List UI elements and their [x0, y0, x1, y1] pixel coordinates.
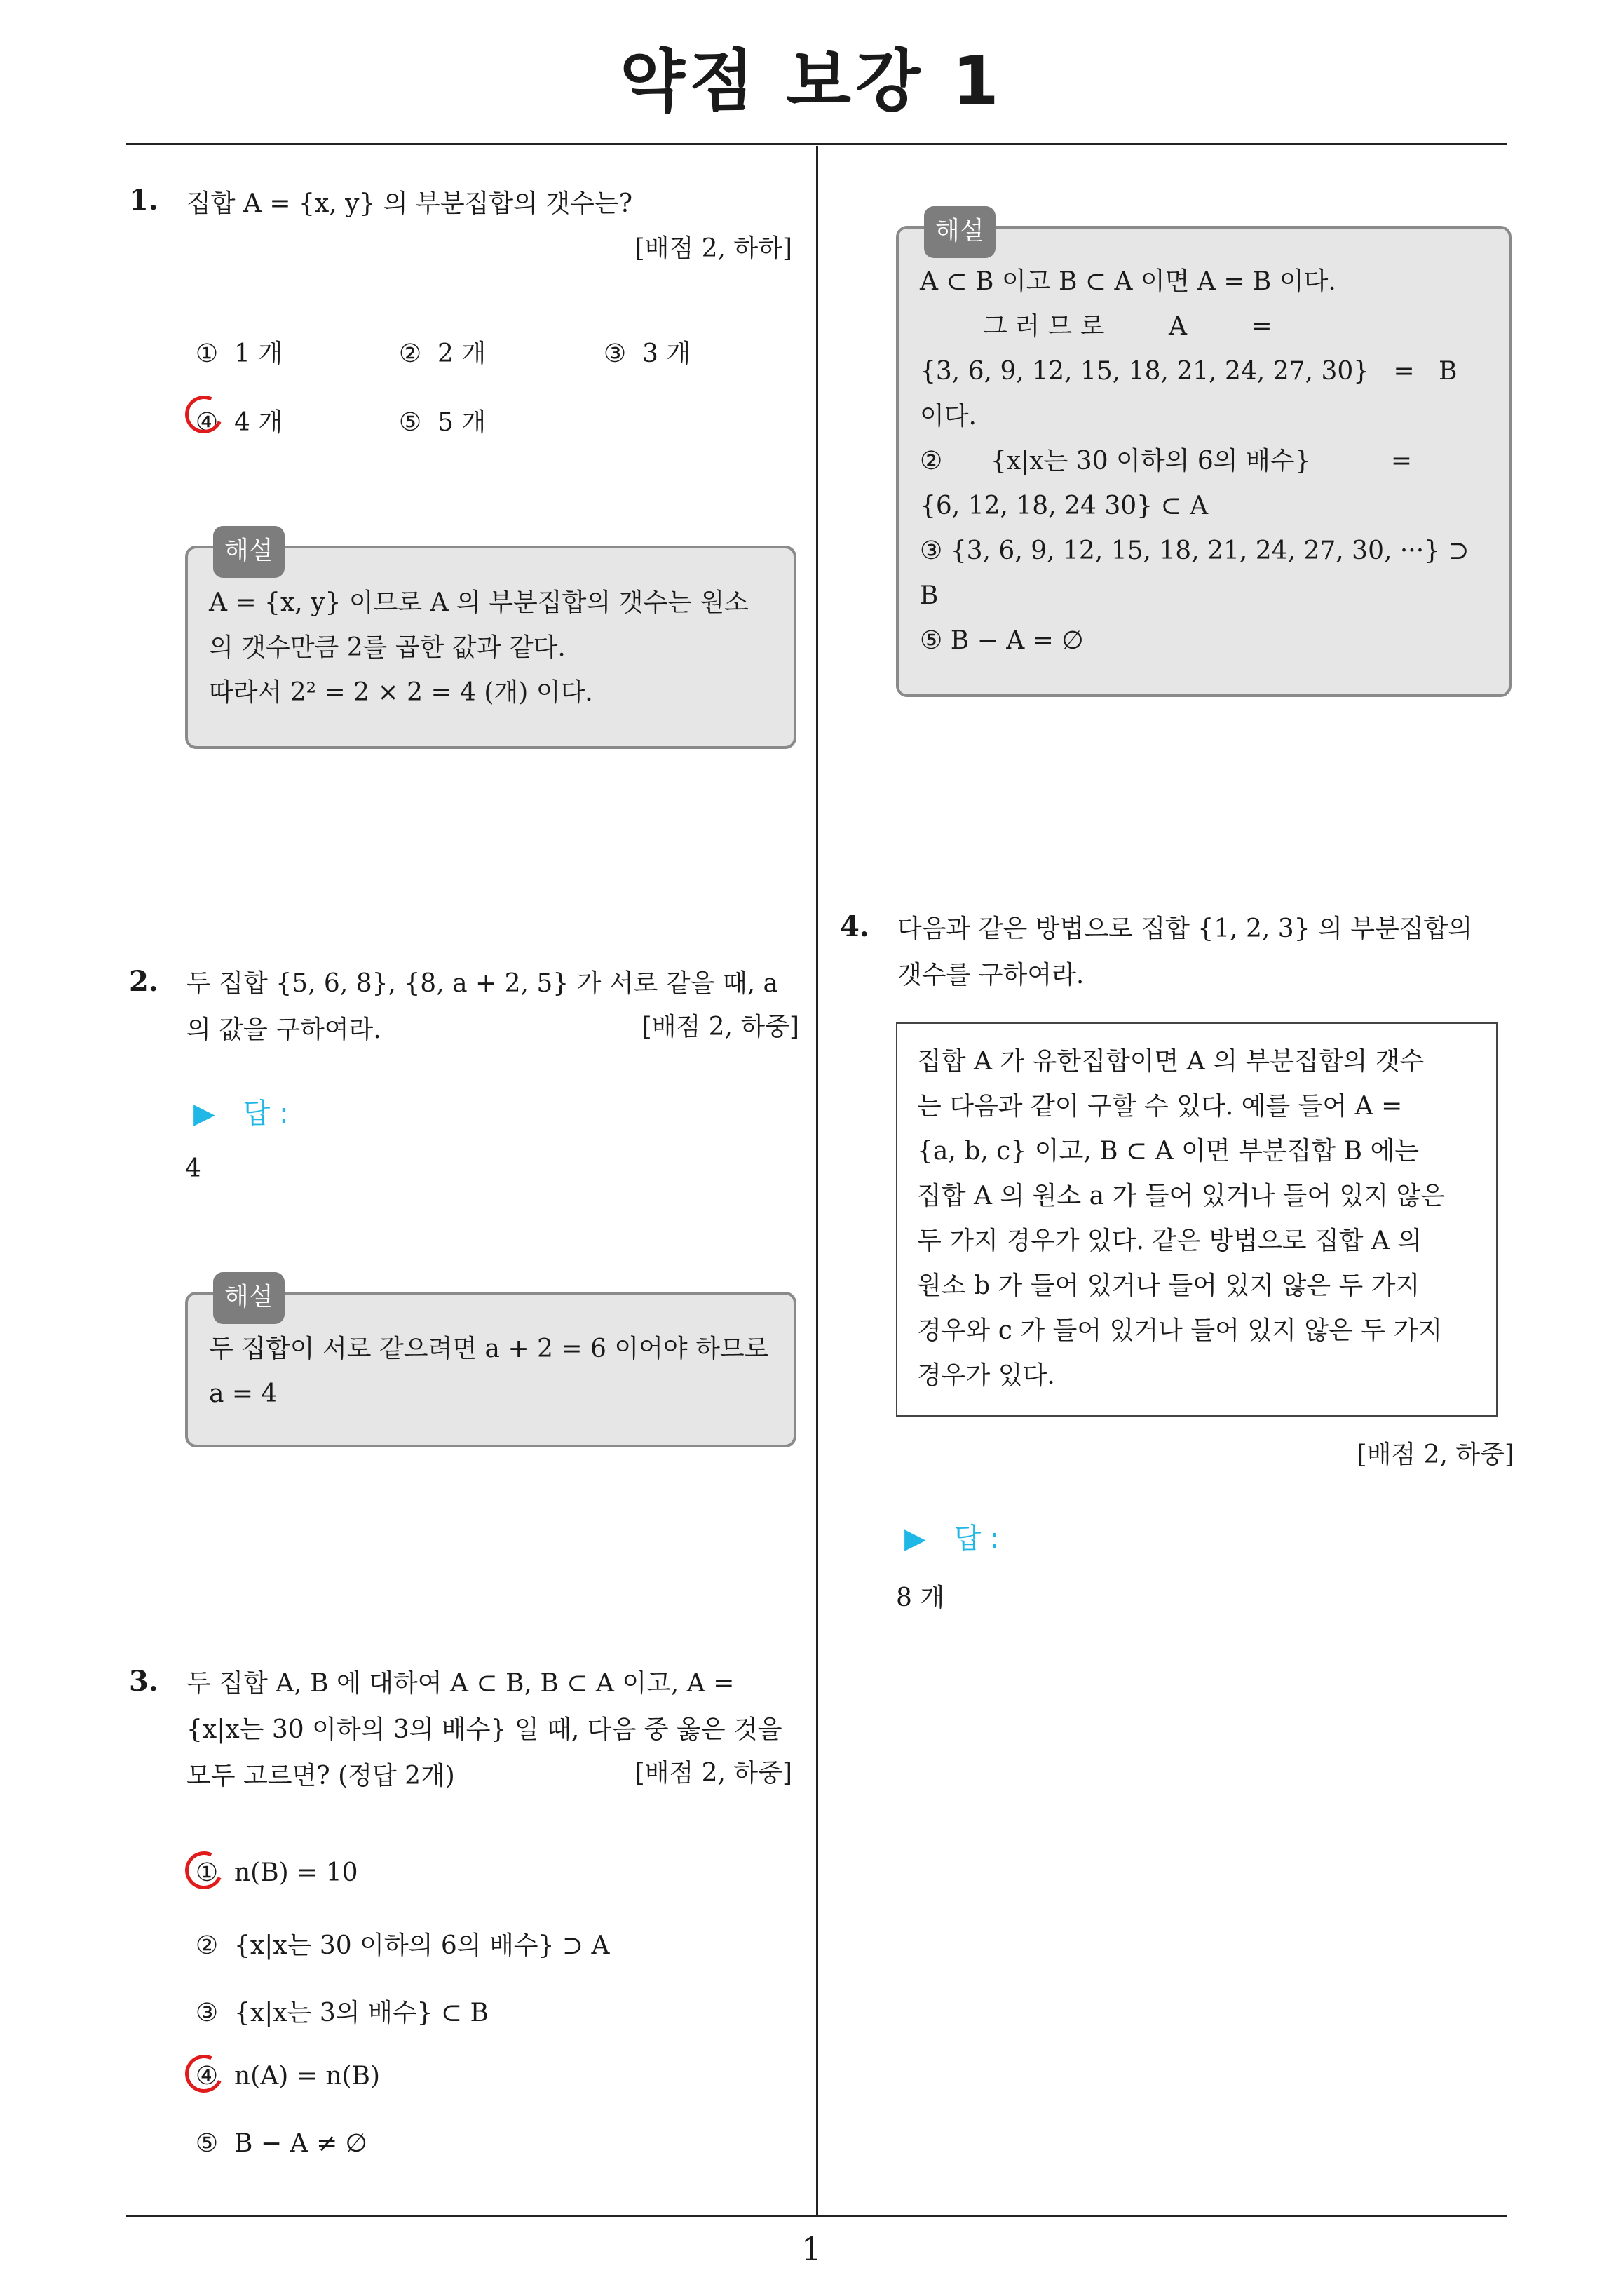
- q4-answer-header: [904, 1516, 1000, 1556]
- q1-explanation-line: 따라서 2² = 2 × 2 = 4 (개) 이다.: [209, 678, 593, 707]
- q3-choice-2[interactable]: [193, 1926, 610, 1961]
- q1-choice-4-text: 4 개: [234, 408, 283, 437]
- q1-choice-2-symbol: ②: [398, 339, 422, 368]
- q1-choice-2[interactable]: [397, 334, 486, 370]
- q4-box-line: 경우와 c 가 들어 있거나 들어 있지 않은 두 가지: [917, 1316, 1443, 1345]
- question-4-text: [897, 906, 1514, 999]
- q3-explanation-line: 그 러 므 로 A =: [983, 312, 1272, 341]
- q1-explanation-line: 의 갯수만큼 2를 곱한 값과 같다.: [209, 633, 566, 662]
- question-3-line: {x|x는 30 이하의 3의 배수} 일 때, 다음 중 옳은 것을: [186, 1715, 782, 1744]
- q2-explanation-box: [185, 1283, 796, 1447]
- question-3-points: [배점 2, 하중]: [634, 1759, 792, 1788]
- q3-choice-2-symbol: ②: [195, 1931, 219, 1960]
- question-2-line: 의 값을 구하여라.: [186, 1015, 381, 1044]
- question-2-line: 두 집합 {5, 6, 8}, {8, a + 2, 5} 가 서로 같을 때, a: [186, 969, 778, 998]
- question-4-points: [배점 2, 하중]: [1357, 1440, 1514, 1469]
- q4-box-line: 두 가지 경우가 있다. 같은 방법으로 집합 A 의: [917, 1227, 1422, 1255]
- q1-choice-3-symbol: ③: [603, 339, 627, 368]
- q3-choice-2-text: {x|x는 30 이하의 6의 배수} ⊃ A: [234, 1931, 610, 1960]
- q3-explanation-line: {6, 12, 18, 24 30} ⊂ A: [920, 492, 1209, 520]
- q3-explanation-line: ② {x|x는 30 이하의 6의 배수} =: [920, 447, 1412, 475]
- q3-explanation-box: [896, 217, 1512, 697]
- q4-method-box: [896, 1022, 1498, 1417]
- q4-box-line: {a, b, c} 이고, B ⊂ A 이면 부분집합 B 에는: [917, 1137, 1420, 1166]
- bottom-rule: [126, 2215, 1507, 2217]
- q3-choice-1-symbol: ①: [195, 1858, 219, 1887]
- q4-box-line: 원소 b 가 들어 있거나 들어 있지 않은 두 가지: [917, 1271, 1420, 1300]
- question-1-number: 1.: [129, 184, 158, 217]
- q3-choice-3-symbol: ③: [195, 1999, 219, 2027]
- q1-explanation-label: 해설: [213, 526, 285, 578]
- question-4-line: 다음과 같은 방법으로 집합 {1, 2, 3} 의 부분집합의: [897, 914, 1473, 943]
- q3-choice-1-marked-circle: [179, 1846, 228, 1894]
- question-3-line: 두 집합 A, B 에 대하여 A ⊂ B, B ⊂ A 이고, A =: [186, 1669, 735, 1698]
- q4-box-line: 집합 A 가 유한집합이면 A 의 부분집합의 갯수: [917, 1047, 1425, 1076]
- q2-explanation-label: 해설: [213, 1272, 285, 1324]
- q3-choice-3-text: {x|x는 3의 배수} ⊂ B: [234, 1999, 489, 2027]
- question-1-text: 집합 A = {x, y} 의 부분집합의 갯수는?: [186, 189, 632, 218]
- q3-choice-3[interactable]: [193, 1993, 489, 2029]
- play-triangle-icon: ▶: [193, 1098, 215, 1130]
- q3-explanation-line: B: [920, 581, 939, 610]
- q2-explanation-line: 두 집합이 서로 같으려면 a + 2 = 6 이어야 하므로: [209, 1335, 769, 1363]
- q1-choice-4-symbol: ④: [195, 408, 219, 437]
- q2-answer-value: 4: [185, 1154, 201, 1183]
- question-3-line: 모두 고르면? (정답 2개): [186, 1762, 455, 1790]
- top-rule: [126, 143, 1507, 145]
- q3-explanation-line: ③ {3, 6, 9, 12, 15, 18, 21, 24, 27, 30, ···} ⊃: [920, 536, 1469, 565]
- q1-explanation-line: A = {x, y} 이므로 A 의 부분집합의 갯수는 원소: [209, 588, 749, 617]
- question-2-points: [배점 2, 하중]: [641, 1013, 799, 1041]
- q3-explanation-line: ⑤ B − A = ∅: [920, 626, 1084, 655]
- q2-explanation-line: a = 4: [209, 1379, 278, 1408]
- q1-choice-1[interactable]: [193, 334, 283, 370]
- q3-explanation-line: A ⊂ B 이고 B ⊂ A 이면 A = B 이다.: [920, 267, 1336, 296]
- q4-box-line: 는 다음과 같이 구할 수 있다. 예를 들어 A =: [917, 1092, 1403, 1121]
- q1-choice-1-text: 1 개: [234, 339, 283, 368]
- q1-choice-3-text: 3 개: [642, 339, 691, 368]
- q4-box-line: 경우가 있다.: [917, 1361, 1055, 1390]
- q3-choice-5-text: B − A ≠ ∅: [234, 2129, 367, 2158]
- q3-choice-5[interactable]: [193, 2129, 367, 2158]
- q3-choice-4-symbol: ④: [195, 2062, 219, 2091]
- column-divider: [816, 146, 818, 2216]
- question-4-line: 갯수를 구하여라.: [897, 961, 1085, 990]
- question-3-number: 3.: [129, 1665, 158, 1698]
- q3-choice-4-marked-circle: [179, 2049, 228, 2098]
- q3-choice-4-text: n(A) = n(B): [234, 2062, 381, 2091]
- q3-choice-1-text: n(B) = 10: [234, 1858, 358, 1887]
- question-4-number: 4.: [840, 910, 869, 943]
- play-triangle-icon: ▶: [904, 1522, 926, 1555]
- q4-answer-value: 8 개: [896, 1583, 945, 1612]
- question-1-points: [배점 2, 하하]: [634, 234, 792, 263]
- q1-choice-5-symbol: ⑤: [398, 408, 422, 437]
- page-number: 1: [801, 2230, 822, 2268]
- q1-choice-5-text: 5 개: [437, 408, 487, 437]
- q2-answer-header: [193, 1091, 289, 1131]
- q3-explanation-line: 이다.: [920, 402, 977, 431]
- question-2-number: 2.: [129, 965, 158, 998]
- q1-choice-1-symbol: ①: [195, 339, 219, 368]
- q3-explanation-line: {3, 6, 9, 12, 15, 18, 21, 24, 27, 30} = B: [920, 357, 1458, 386]
- q3-explanation-label: 해설: [924, 206, 996, 258]
- q1-choice-5[interactable]: [397, 403, 486, 438]
- q2-answer-label: 답 :: [243, 1098, 289, 1130]
- page-title: 약점 보강 1: [620, 42, 1003, 121]
- q1-choice-3[interactable]: [602, 334, 691, 370]
- q3-choice-5-symbol: ⑤: [195, 2129, 219, 2158]
- q1-choice-2-text: 2 개: [437, 339, 487, 368]
- q1-explanation-box: [185, 536, 796, 749]
- q4-box-line: 집합 A 의 원소 a 가 들어 있거나 들어 있지 않은: [917, 1182, 1446, 1210]
- q4-answer-label: 답 :: [953, 1522, 1000, 1555]
